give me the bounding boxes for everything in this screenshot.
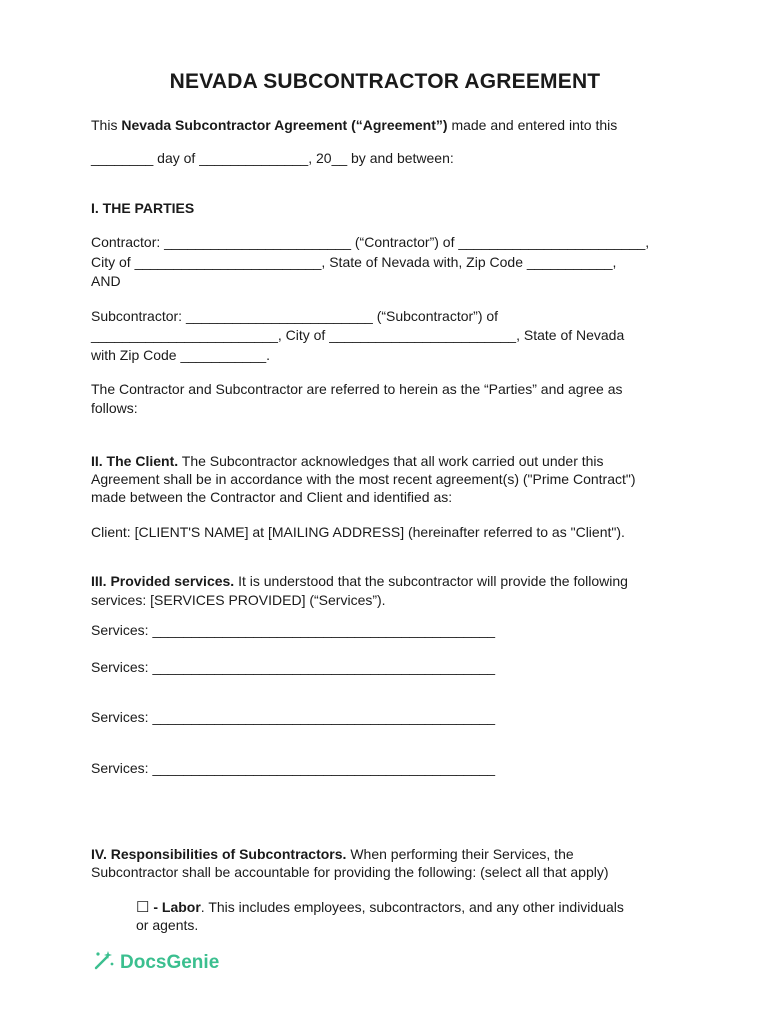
subcontractor-line-2: ________________________, City of ________________________, State of Nevada [91,327,625,343]
section-2-text-1: The Subcontractor acknowledges that all work carried out under this [178,453,604,469]
labor-label: - Labor [149,899,201,915]
labor-checkbox[interactable]: ☐ [136,899,150,916]
section-2-line-2: Agreement shall be in accordance with the most recent agreement(s) ("Prime Contract") [91,471,636,487]
section-3-text-1: It is understood that the subcontractor will provide the following [234,573,628,589]
subcontractor-line-3: with Zip Code ___________. [91,347,271,363]
parties-line-1: The Contractor and Subcontractor are referred to herein as the “Parties” and agree as [91,381,623,397]
section-2-line-3: made between the Contractor and Client and identified as: [91,489,453,505]
section-4-line-2: Subcontractor shall be accountable for providing the following: (select all that apply) [91,864,609,880]
contractor-line-1: Contractor: ________________________ (“Contractor”) of ________________________, [91,234,650,250]
labor-text-1: . This includes employees, subcontractors, and any other individuals [200,899,624,915]
section-4-heading: IV. Responsibilities of Subcontractors. [91,846,347,862]
labor-option [136,898,696,917]
section-2-heading: II. The Client. [91,453,179,469]
labor-text-2: or agents. [136,917,199,933]
section-3-line-2: services: [SERVICES PROVIDED] (“Services”). [91,592,386,608]
magic-wand-icon [93,950,120,976]
intro-suffix: made and entered into this [447,117,618,133]
subcontractor-line-1: Subcontractor: ________________________ (“Subcontractor”) of [91,308,499,324]
section-3-line-1 [91,572,628,590]
section-3-heading: III. Provided services. [91,573,235,589]
intro-prefix: This [91,117,122,133]
document-title: NEVADA SUBCONTRACTOR AGREEMENT [169,70,601,93]
parties-line-2: follows: [91,400,138,416]
section-1-heading: I. THE PARTIES [91,200,195,216]
intro-line-2: ________ day of ______________, 20__ by and between: [91,150,454,166]
docsgenie-logo[interactable] [93,950,219,976]
client-line: Client: [CLIENT'S NAME] at [MAILING ADDRESS] (hereinafter referred to as "Client"). [91,524,625,540]
logo-text: DocsGenie [120,952,220,973]
section-4-line-1 [91,845,574,863]
intro-line-1 [91,116,617,134]
section-2-line-1 [91,452,604,470]
services-line: Services: ____________________________________________ [91,622,496,638]
services-line: Services: ____________________________________________ [91,659,496,675]
services-line: Services: ____________________________________________ [91,709,496,725]
services-line: Services: ____________________________________________ [91,760,496,776]
contractor-line-2: City of ________________________, State of Nevada with, Zip Code ___________, [91,254,617,270]
contractor-line-3: AND [91,273,121,289]
section-4-text-1: When performing their Services, the [346,846,574,862]
intro-bold: Nevada Subcontractor Agreement (“Agreement”) [121,117,448,133]
